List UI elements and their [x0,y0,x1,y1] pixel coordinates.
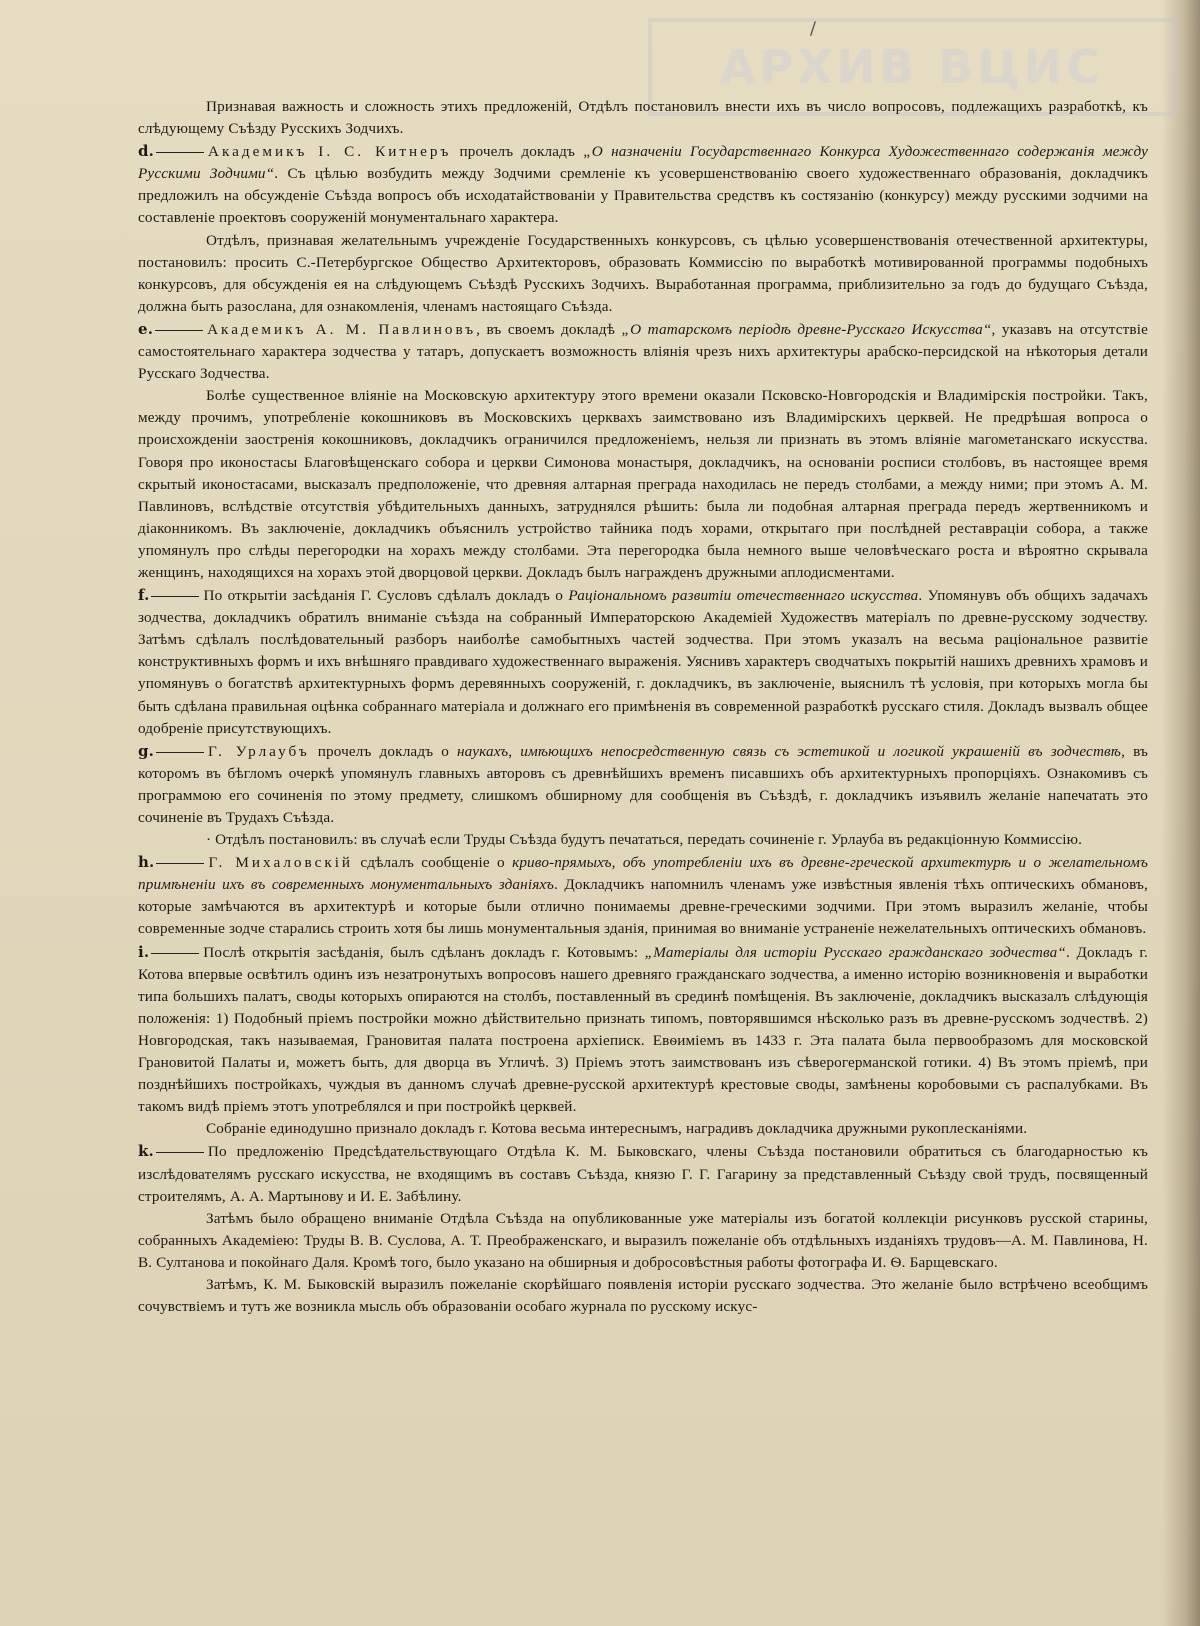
report-title: наукахъ, имѣющихъ непосредственную связь съ эстетикой и логикой украшеній въ зодчествѣ [457,742,1122,760]
section-lead: Г. Урлаубъ [208,742,310,760]
paragraph-e-body: Болѣе существенное вліяніе на Московскую архитектуру этого времени оказали Псковско-Новгородскія и Владимірскія постройки. Такъ, между прочимъ, употребленіе кокошниковъ въ Московскихъ церквахъ заимствовано изъ Владимірскихъ церквей. Не предрѣшая вопроса о происхожденіи заостренія кокошниковъ, докладчикъ ограничился предложеніемъ, нельзя ли признать въ этомъ вліяніе магометанскаго искусства. Говоря про иконостасы Благовѣщенскаго собора и церкви Симонова монастыря, докладчикъ, на основаніи росписи столбовъ, въ настоящее время скрытый иконостасами, высказалъ предположеніе, что древняя алтарная преграда находилась не передъ столбами, а между ними; при этомъ А. М. Павлиновъ, вслѣдствіе отсутствія убѣдительныхъ данныхъ, затруднялся рѣшить: была ли подобная алтарная преграда передъ жертвенникомъ и діаконникомъ. Въ заключеніе, докладчикъ объяснилъ устройство тайника подъ хорами, открытаго при послѣдней реставраціи собора, а также упомянулъ про слѣды перегородки на хорахъ между столбами. Эта перегородка была немного выше человѣческаго роста и вѣроятно скрывала женщинъ, находящихся на хорахъ этой дворцовой церкви. Докладъ былъ награжденъ дружными аплодисментами. [138,387,1148,581]
archive-watermark: АРХИВ ВЦИС [648,18,1176,116]
section-lead: Академикъ А. М. Павлиновъ [207,320,477,338]
section-d: d. Академикъ І. С. Китнеръ прочелъ докладъ „О назначеніи Государственнаго Конкурса Художественнаго содержанія между Русскими Зодчими“. Съ цѣлью возбудить между Зодчими сремленіе къ усовершенствованію своего художественнаго образованія, докладчикъ предложилъ на обсужденіе Съѣзда вопросъ объ исходатайствованіи у Правительства средствъ къ состязанію (конкурсу) между русскими зодчими на составленіе проектовъ сооруженій монументальнаго характера. [138,142,1149,227]
marker-rule [156,152,204,153]
report-title: „О назначеніи Государственнаго Конкурса Художественнаго содержанія между Русскими Зодчими“ [138,143,1148,183]
section-marker: i. [138,942,150,961]
report-title: криво-прямыхъ, объ употребленіи ихъ въ древне-греческой архитектурѣ и о желательномъ примѣненіи ихъ въ современныхъ монументальныхъ зданіяхъ [138,854,1148,894]
report-title: „Матеріалы для исторіи Русскаго гражданскаго зодчества“ [644,943,1066,961]
marker-rule [155,330,203,331]
report-title: Раціональномъ развитіи отечественнаго искусства [568,587,919,605]
section-marker: k. [138,1142,154,1161]
section-i: i. Послѣ открытія засѣданія, былъ сдѣланъ докладъ г. Котовымъ: „Матеріалы для исторіи Русскаго гражданскаго зодчества“. Докладъ г. Котова впервые освѣтилъ одинъ изъ незатронутыхъ вопросовъ нашего древняго гражданскаго зодчества, а именно исторію возникновенія и выработки типа большихъ палатъ, своды которыхъ опираются на столбъ, поставленный въ срединѣ помѣщенія. Въ заключеніе, докладчикъ высказалъ слѣдующія положенія: 1) Подобный пріемъ постройки можно дѣйствительно признать типомъ, повторявшимся нѣсколько разъ въ древне-русскомъ зодчествѣ. 2) Новгородская, такъ называемая, Грановитая палата построена архіеписк. Евѳиміемъ въ 1433 г. Эта палата была первообразомъ для московской Грановитой Палаты и, можетъ быть, для дворца въ Угличѣ. 3) Пріемъ этотъ заимствованъ изъ сѣверогерманской готики. 4) Въ этомъ пріемѣ, при позднѣйшихъ постройкахъ, чуждыя въ данномъ случаѣ древне-русской архитектурѣ крестовые своды, замѣнены коробовыми съ распалубками. Въ такомъ видѣ пріемъ этотъ употреблялся и при постройкѣ церквей. [138,942,1148,1116]
marker-rule [156,863,204,864]
section-h: h. Г. Михаловскій сдѣлалъ сообщеніе о криво-прямыхъ, объ употребленіи ихъ въ древне-греческой архитектурѣ и о желательномъ примѣненіи ихъ въ современныхъ монументальныхъ зданіяхъ. Докладчикъ напомнилъ членамъ уже извѣстныя явленія тѣхъ оптическихъ обмановъ, которые замѣчаются въ архитектурѣ и которые были отлично понимаемы древне-греческими зодчими. При этомъ выразилъ желаніе, чтобы современные зодче старались строить хотя бы лишь монументальныя зданія, принимая во вниманіе устраненіе нежелательныхъ оптическихъ обмановъ. [138,853,1148,938]
marker-rule [151,596,199,597]
section-marker: g. [138,741,155,760]
paragraph-k-body-1: Затѣмъ было обращено вниманіе Отдѣла Съѣзда на опубликованные уже матеріалы изъ богатой коллекціи рисунковъ русской старины, собранныхъ Академіею: Труды В. В. Суслова, А. Т. Преображенскаго, и выразилъ пожеланіе объ отдѣльныхъ изданіяхъ трудовъ—А. М. Павлинова, Н. В. Султанова и покойнаго Даля. Кромѣ того, было указано на обширныя и добросовѣстныя работы фотографа И. Ѳ. Барщевскаго. [138,1209,1148,1271]
section-g: g. Г. Урлаубъ прочелъ докладъ о наукахъ, имѣющихъ непосредственную связь съ эстетикой и логикой украшеній въ зодчествѣ, въ которомъ въ бѣгломъ очеркѣ упомянулъ главныхъ авторовъ съ древнѣйшихъ временъ писавшихъ объ архитектурныхъ пропорціяхъ. Ознакомивъ съ программою его сочиненія по этому предмету, слишкомъ обширному для сообщенія въ Съѣздѣ, г. докладчикъ изъявилъ желаніе напечатать это сочиненіе въ Трудахъ Съѣзда. [138,741,1149,826]
marker-rule [151,953,199,954]
paragraph-i-decision: Собраніе единодушно признало докладъ г. Котова весьма интереснымъ, наградивъ докладчика дружными рукоплесканіями. [206,1120,1028,1138]
marker-rule [156,752,204,753]
section-lead: По открытіи засѣданія Г. Сусловъ [203,587,433,605]
section-marker: e. [138,319,154,338]
section-marker: d. [138,142,155,161]
section-lead: Академикъ І. С. Китнеръ [208,143,452,161]
paragraph-d-decision: Отдѣлъ, признавая желательнымъ учрежденіе Государственныхъ конкурсовъ, съ цѣлью усовершенствованія отечественной архитектуры, постановилъ: просить С.-Петербургское Общество Архитекторовъ, образовать Коммиссію по выработкѣ мотивированной программы подобныхъ конкурсовъ, для обсужденія ея на слѣдующемъ Съѣздѣ Русскихъ Зодчихъ. Выработанная программа, приблизительно за годъ до будущаго Съѣзда, должна быть разослана, для ознакомленія, членамъ настоящаго Съѣзда. [138,231,1148,315]
corner-mark: / [810,18,817,39]
book-spine-shadow [1162,0,1200,1626]
marker-rule [156,1152,204,1153]
section-marker: f. [138,586,150,605]
body-text [138,96,1148,1318]
report-title: „О татарскомъ періодѣ древне-Русскаго Искусства“ [621,320,992,338]
section-lead: Послѣ открытія засѣданія, былъ сдѣланъ докладъ г. Котовымъ [203,943,634,961]
paragraph-intro: Признавая важность и сложность этихъ предложеній, Отдѣлъ постановилъ внести ихъ въ число вопросовъ, подлежащихъ разработкѣ, къ слѣдующему Съѣзду Русскихъ Зодчихъ. [138,98,1148,138]
section-lead: По предложенію Предсѣдательствующаго Отдѣла К. М. Быковскаго, члены Съѣзда постановили обратиться съ благодарностью къ изслѣдователямъ русскаго искусства, не входящимъ въ составъ Съѣзда, князю Г. Г. Гагарину за представленный Съѣзду свой трудъ, посвященный строителямъ, А. А. Мартынову и И. Е. Забѣлину. [138,1143,1148,1205]
section-marker: h. [138,853,155,872]
section-k [138,1140,1148,1207]
paragraph-k-body-2: Затѣмъ, К. М. Быковскій выразилъ пожеланіе скорѣйшаго появленія исторіи русскаго зодчества. Это желаніе было встрѣчено всеобщимъ сочувствіемъ и тутъ же возникла мысль объ образованіи особаго журнала по русскому искус- [138,1275,1148,1316]
paragraph-g-decision: · Отдѣлъ постановилъ: въ случаѣ если Труды Съѣзда будутъ печататься, передать сочиненіе г. Урлауба въ редакціонную Коммиссію. [206,831,1083,849]
section-f: f. По открытіи засѣданія Г. Сусловъ сдѣлалъ докладъ о Раціональномъ развитіи отечественнаго искусства. Упомянувъ объ общихъ задачахъ зодчества, докладчикъ обратилъ вниманіе съѣзда на собранный Императорскою Академіей Художествъ матеріалъ по древне-русскому зодчеству. Затѣмъ сдѣлалъ послѣдовательный разборъ наиболѣе самобытныхъ частей зодчества. При этомъ указалъ на весьма раціональное развитіе конструктивныхъ формъ и ихъ внѣшняго правдиваго художественнаго выраженія. Уяснивъ характеръ сводчатыхъ покрытій нашихъ древнихъ храмовъ и упомянувъ о богатствѣ архитектурныхъ формъ деревянныхъ сооруженій, г. докладчикъ, въ заключеніе, выяснилъ тѣ условія, при которыхъ могла бы быть сдѣлана правильная оцѣнка собраннаго матеріала и должнаго его примѣненія въ современной разработкѣ русскаго стиля. Докладъ вызвалъ общее одобреніе присутствующихъ. [138,586,1148,737]
section-lead: Г. Михаловскій [208,854,354,872]
section-e: e. Академикъ А. М. Павлиновъ, въ своемъ докладѣ „О татарскомъ періодѣ древне-Русскаго Искусства“, указавъ на отсутствіе самостоятельнаго характера зодчества у татаръ, допускаетъ возможность вліянія чрезъ нихъ архитектуры арабско-персидской на нѣкоторыя детали Русскаго Зодчества. [138,319,1148,383]
